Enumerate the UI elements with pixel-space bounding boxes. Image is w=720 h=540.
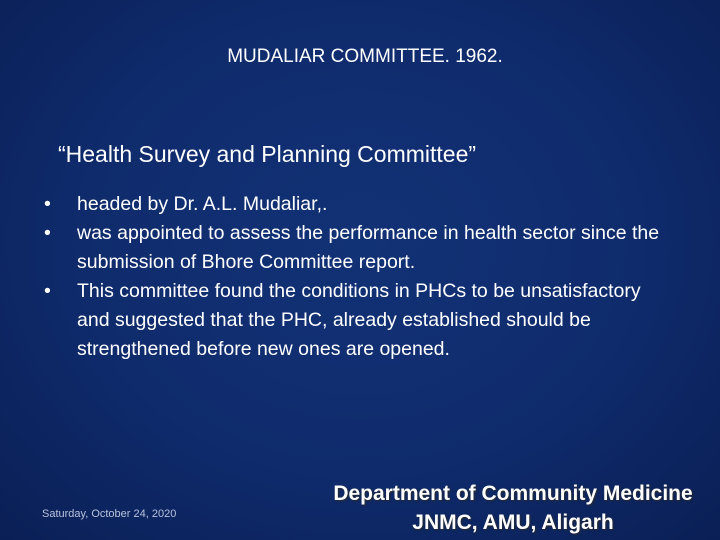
slide-title: MUDALIAR COMMITTEE. 1962. bbox=[227, 46, 503, 67]
bullet-item bbox=[44, 219, 674, 277]
bullet-item bbox=[44, 190, 674, 219]
bullet-text: was appointed to assess the performance in health sector since the submission of Bhore Committee report. bbox=[77, 222, 660, 273]
bullet-icon: • bbox=[44, 222, 51, 244]
bullet-list bbox=[44, 190, 674, 364]
bullet-icon: • bbox=[44, 280, 51, 302]
bullet-item bbox=[44, 277, 674, 364]
institution-name: JNMC, AMU, Aligarh bbox=[412, 511, 614, 534]
slide-subtitle: “Health Survey and Planning Committee” bbox=[58, 141, 477, 167]
footer-date: Saturday, October 24, 2020 bbox=[42, 508, 177, 520]
department-name: Department of Community Medicine bbox=[333, 482, 693, 505]
bullet-text: This committee found the conditions in PHCs to be unsatisfactory and suggested that the PHC, already established should be strengthened before new ones are opened. bbox=[77, 280, 641, 360]
footer-department bbox=[318, 479, 708, 537]
bullet-text: headed by Dr. A.L. Mudaliar,. bbox=[77, 193, 328, 215]
bullet-icon: • bbox=[44, 193, 51, 215]
